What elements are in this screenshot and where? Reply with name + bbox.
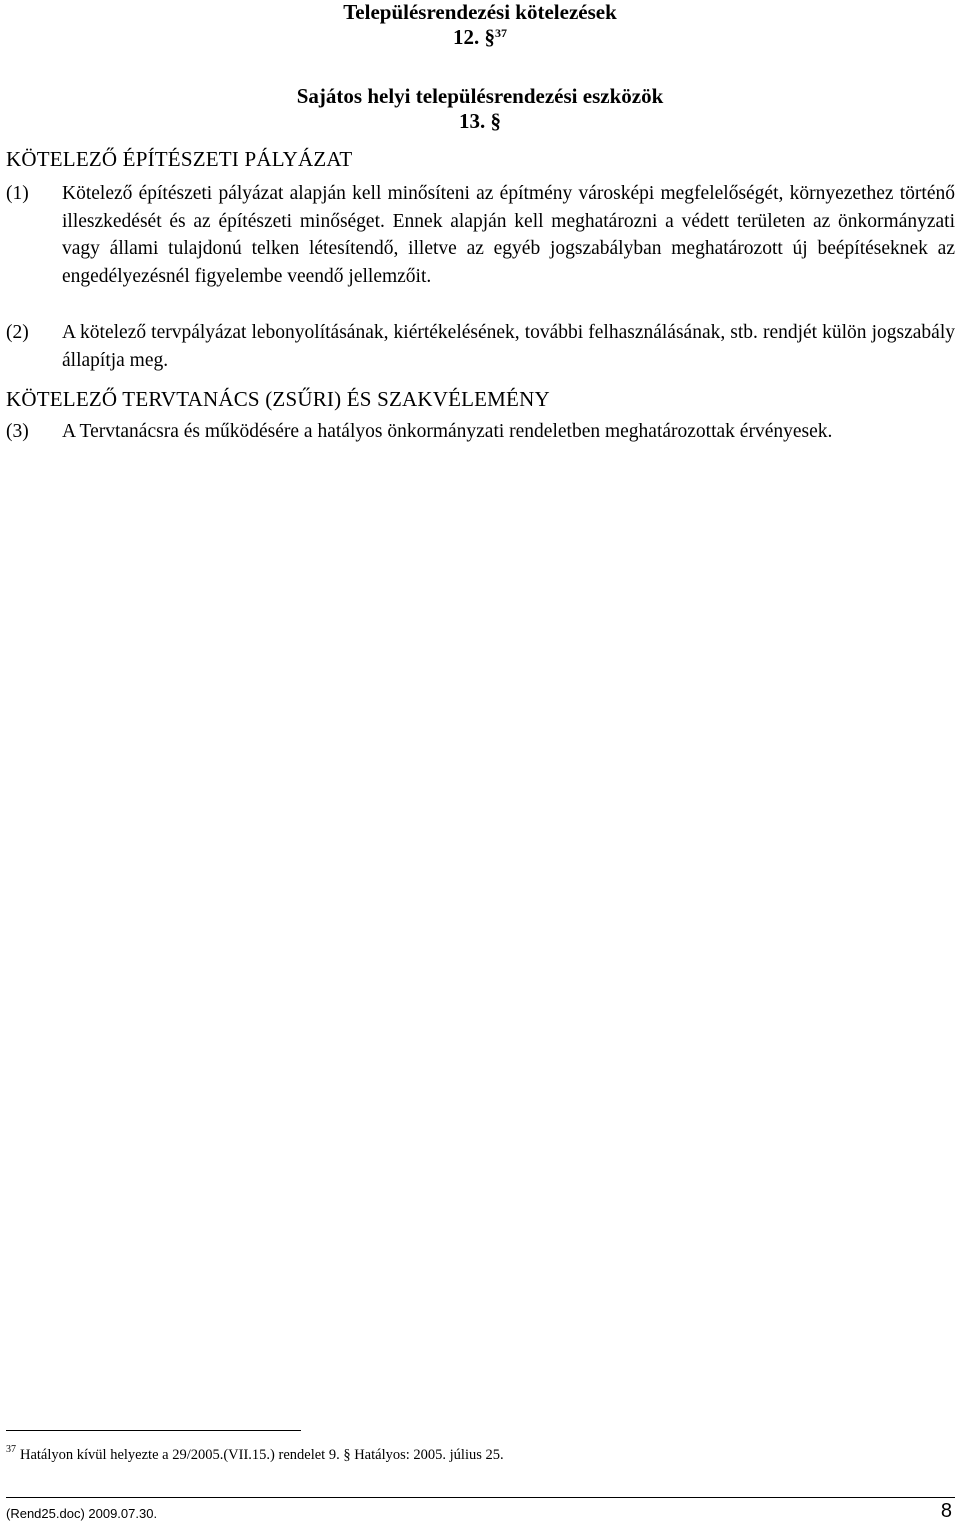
section-symbol: § (490, 109, 501, 133)
section-symbol: § (484, 25, 495, 49)
section-title: KÖTELEZŐ ÉPÍTÉSZETI PÁLYÁZAT (6, 147, 353, 171)
page-number: 8 (940, 1500, 952, 1522)
footer-separator (6, 1497, 955, 1498)
paragraph-number: (3) (6, 421, 29, 442)
paragraph-text: A kötelező tervpályázat lebonyolításának, kiértékelésének, további felhasználásának, stb. rendjét külön jogszabály állapítja meg. (62, 322, 955, 371)
section-heading-12 (0, 25, 960, 49)
paragraph-text: Kötelező építészeti pályázat alapján kell minősíteni az építmény városképi megfelelőségét, környezethez történő illeszkedését és az építészeti minőséget. Ennek alapján kell meghatározni a védett területen az önkormányzati vagy állami tulajdonú telken létesítendő, illetve az egyéb jogszabályban meghatározott új beépítéseknek az engedélyezésnél figyelembe veendő jellemzőit. (62, 183, 955, 287)
section-number: 13. (459, 109, 486, 133)
footnote-separator (6, 1430, 301, 1431)
paragraph-number: (1) (6, 183, 29, 204)
paragraph-number: (2) (6, 322, 29, 343)
paragraph-1 (0, 180, 955, 290)
footer-doc-info: (Rend25.doc) 2009.07.30. (6, 1506, 158, 1521)
paragraph-text: A Tervtanácsra és működésére a hatályos önkormányzati rendeletben meghatározottak érvényesek. (62, 421, 833, 442)
subtitle: Sajátos helyi településrendezési eszközök (296, 84, 664, 108)
section-title: KÖTELEZŐ TERVTANÁCS (ZSŰRI) ÉS SZAKVÉLEMÉNY (6, 387, 550, 411)
footnote-mark: 37 (6, 1444, 16, 1455)
paragraph-3 (0, 418, 955, 446)
section-heading-13 (0, 109, 960, 133)
footnote (6, 1446, 504, 1466)
chapter-title: Településrendezési kötelezések (343, 0, 617, 24)
paragraph-2 (0, 319, 955, 374)
footnote-text: Hatályon kívül helyezte a 29/2005.(VII.15.) rendelet 9. § Hatályos: 2005. július 25. (20, 1447, 504, 1463)
section-number: 12. (453, 25, 480, 49)
footnote-reference[interactable]: 37 (495, 26, 507, 40)
